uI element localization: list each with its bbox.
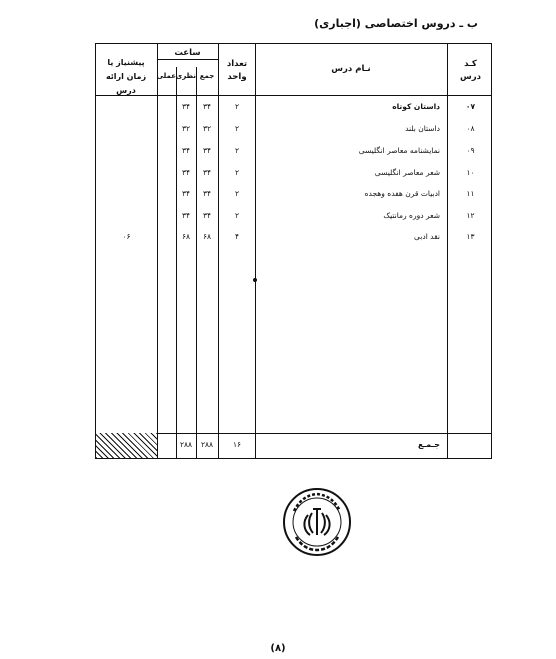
cell-hours-total: ۳۴ [202, 146, 212, 155]
header-code-line2: درس [460, 72, 481, 82]
cell-units: ۲ [234, 124, 240, 133]
cell-hours-total: ۳۴ [202, 189, 212, 198]
cell-course-name: ادبیات قرن هفده وهجده [364, 189, 440, 198]
cell-code: ۰۹ [466, 146, 475, 155]
hatched-cell [96, 433, 157, 458]
cell-course-name: نقد ادبی [414, 232, 440, 241]
cell-hours-total: ۳۴ [202, 211, 212, 220]
header-hours-practical: عملی [156, 72, 176, 80]
totals-label: جـمـع [417, 440, 440, 449]
cell-units: ۲ [234, 211, 240, 220]
cell-units: ۲ [234, 189, 240, 198]
cell-course-name: شعر معاصر انگلیسی [374, 168, 440, 177]
col-divider-units [255, 43, 256, 459]
header-prerequisite: پیشنیاز یا زمان ارائه درس [105, 58, 147, 95]
col-divider-practical [176, 86, 177, 459]
header-units [219, 58, 255, 84]
cell-code: ۱۰ [466, 168, 475, 177]
cell-units: ۲ [234, 102, 240, 111]
header-code [449, 58, 492, 84]
totals-hours-theory: ۲۸۸ [179, 440, 193, 449]
cell-code: ۱۲ [466, 211, 475, 220]
cell-hours-theory: ۳۲ [181, 124, 191, 133]
cell-course-name: داستان کوتاه [392, 102, 440, 111]
cell-hours-theory: ۶۸ [181, 232, 191, 241]
header-hours-total: جمع [199, 72, 215, 80]
official-seal-icon [282, 487, 352, 557]
header-hours-theory: نظری [175, 72, 196, 80]
cell-hours-total: ۶۸ [202, 232, 212, 241]
cell-hours-theory: ۳۴ [181, 211, 191, 220]
hours-subheader-line [157, 59, 218, 60]
cell-hours-theory: ۳۴ [181, 189, 191, 198]
cell-units: ۲ [234, 168, 240, 177]
cell-hours-total: ۳۴ [202, 168, 212, 177]
cell-units: ۴ [234, 232, 240, 241]
cell-hours-theory: ۳۴ [181, 146, 191, 155]
cell-code: ۱۳ [466, 232, 475, 241]
header-units-line1: تعداد [226, 59, 248, 69]
cell-code: ۱۱ [466, 189, 475, 198]
cell-code: ۰۸ [466, 124, 475, 133]
header-hours: ساعت [174, 48, 201, 58]
cell-code: ۰۷ [465, 102, 476, 111]
col-divider-prereq [157, 43, 158, 459]
header-units-line2: واحد [227, 72, 247, 82]
cell-hours-theory: ۳۴ [181, 168, 191, 177]
cell-course-name: شعر دوره رمانتیک [383, 211, 440, 220]
scan-dot [253, 278, 257, 282]
cell-prerequisite: ۰۶ [122, 232, 131, 241]
cell-hours-total: ۳۴ [202, 102, 212, 111]
cell-hours-total: ۳۲ [202, 124, 212, 133]
totals-units: ۱۶ [232, 440, 242, 449]
col-divider-name [447, 43, 448, 459]
cell-units: ۲ [234, 146, 240, 155]
col-divider-theory [196, 86, 197, 459]
cell-course-name: داستان بلند [405, 124, 440, 133]
totals-hours-total: ۲۸۸ [200, 440, 214, 449]
page-number: (۸) [270, 643, 286, 654]
header-course-name: نـام درس [331, 64, 371, 74]
cell-hours-theory: ۳۴ [181, 102, 191, 111]
cell-course-name: نمایشنامه معاصر انگلیسی [358, 146, 440, 155]
header-code-line1: کـد [464, 59, 477, 69]
section-heading: ب ـ دروس اختصاصی (اجباری) [314, 17, 478, 30]
